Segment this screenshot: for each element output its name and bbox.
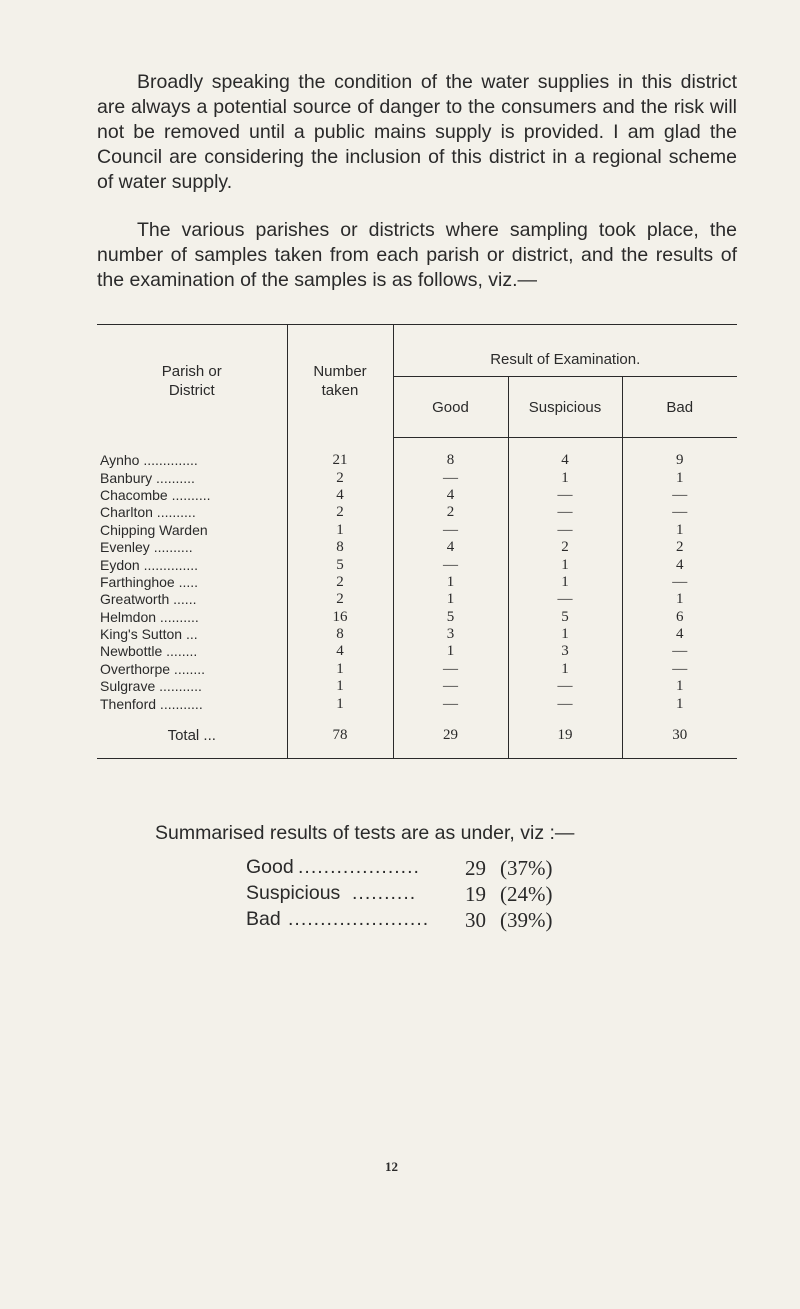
cell-good: 1 [393,574,508,591]
cell-good: 4 [393,539,508,556]
cell-suspicious: — [508,591,622,608]
table-row [97,539,737,556]
cell-parish: Aynho .............. [100,451,198,468]
table-row [97,487,737,504]
cell-good: — [393,522,508,539]
cell-suspicious: — [508,504,622,521]
cell-parish: Banbury .......... [100,469,195,486]
cell-bad: 9 [622,438,737,470]
table-row [97,591,737,608]
cell-suspicious: 1 [508,469,622,486]
table-row [97,695,737,712]
cell-parish: Sulgrave ........... [100,678,202,695]
water-samples-table [97,324,737,759]
cell-number: 1 [287,522,393,539]
cell-bad: 1 [622,522,737,539]
summary-percent: (37%) [500,856,553,880]
cell-number: 2 [287,574,393,591]
header-suspicious: Suspicious [508,377,622,438]
cell-suspicious: 5 [508,609,622,626]
cell-parish: Greatworth ...... [100,591,197,608]
cell-good: — [393,661,508,678]
summary-percent: (24%) [500,882,553,906]
cell-number: 2 [287,469,393,486]
cell-suspicious: 3 [508,643,622,660]
cell-suspicious: 4 [508,438,622,470]
cell-parish: Charlton .......... [100,504,196,521]
cell-number: 16 [287,609,393,626]
cell-number: 4 [287,487,393,504]
cell-parish: Evenley .......... [100,539,193,556]
cell-number: 2 [287,591,393,608]
cell-suspicious: 1 [508,574,622,591]
cell-parish: Chacombe .......... [100,486,211,503]
summary-label: Suspicious [246,882,341,904]
summary-value: 30 [465,908,486,932]
cell-bad: 1 [622,469,737,486]
cell-bad: — [622,643,737,660]
summary-heading: Summarised results of tests are as under, viz :— [155,822,575,844]
total-good: 29 [393,713,508,759]
cell-parish: Farthinghoe ..... [100,573,199,590]
cell-good: 1 [393,643,508,660]
cell-number: 5 [287,556,393,573]
summary-value: 29 [465,856,486,880]
cell-parish: Overthorpe ........ [100,660,206,677]
cell-bad: 1 [622,591,737,608]
cell-bad: 4 [622,626,737,643]
header-good: Good [393,377,508,438]
cell-suspicious: — [508,522,622,539]
summary-leader: ...................... [288,908,430,930]
table-row [97,609,737,626]
header-bad: Bad [622,377,737,438]
cell-good: 2 [393,504,508,521]
cell-good: 5 [393,609,508,626]
cell-bad: 2 [622,539,737,556]
total-label: Total ... [167,727,216,745]
cell-number: 8 [287,539,393,556]
cell-number: 4 [287,643,393,660]
total-suspicious: 19 [508,713,622,759]
intro-paragraph: Broadly speaking the condition of the water supplies in this district are always a potential source of danger to the consumers and the risk will not be removed until a public mains supply is provided. I am glad the Council are considering the inclusion of this district in a regional scheme of water supply. [97,71,737,193]
cell-good: — [393,695,508,712]
cell-bad: 1 [622,695,737,712]
cell-bad: 6 [622,609,737,626]
page-number: 12 [385,1159,398,1174]
table-row [97,643,737,660]
cell-suspicious: — [508,695,622,712]
cell-good: — [393,678,508,695]
table-row [97,574,737,591]
cell-suspicious: 1 [508,661,622,678]
sampling-paragraph: The various parishes or districts where sampling took place, the number of samples taken from each parish or district, and the results of the examination of the samples is as follows, viz.— [97,219,737,291]
cell-bad: — [622,574,737,591]
cell-number: 8 [287,626,393,643]
cell-good: 8 [393,438,508,470]
summary-label: Good [246,856,294,878]
cell-good: — [393,469,508,486]
cell-bad: — [622,661,737,678]
cell-number: 21 [287,438,393,470]
cell-suspicious: — [508,487,622,504]
header-parish: Parish or District [161,363,222,400]
table-row [97,469,737,486]
cell-parish: Helmdon .......... [100,608,199,625]
total-number: 78 [287,713,393,759]
cell-suspicious: 2 [508,539,622,556]
summary-percent: (39%) [500,908,553,932]
cell-good: 3 [393,626,508,643]
cell-number: 2 [287,504,393,521]
total-row [97,713,737,759]
cell-number: 1 [287,695,393,712]
cell-suspicious: — [508,678,622,695]
cell-good: — [393,556,508,573]
cell-number: 1 [287,678,393,695]
table-row [97,438,737,470]
cell-suspicious: 1 [508,626,622,643]
cell-bad: 1 [622,678,737,695]
cell-parish: Eydon .............. [100,556,199,573]
cell-number: 1 [287,661,393,678]
summary-leader: ................... [298,856,420,878]
cell-bad: — [622,487,737,504]
cell-suspicious: 1 [508,556,622,573]
table-row [97,522,737,539]
cell-parish: Newbottle ........ [100,643,198,660]
cell-good: 1 [393,591,508,608]
summary-leader: .......... [352,882,417,904]
cell-bad: — [622,504,737,521]
summary-value: 19 [465,882,486,906]
table-row [97,504,737,521]
cell-parish: King's Sutton ... [100,626,198,643]
total-bad: 30 [622,713,737,759]
table-row [97,626,737,643]
table-row [97,678,737,695]
summary-label: Bad [246,908,281,930]
cell-bad: 4 [622,556,737,573]
cell-parish: Chipping Warden [100,521,208,538]
header-number: Number taken [287,325,393,438]
table-row [97,556,737,573]
cell-parish: Thenford ........... [100,695,203,712]
cell-good: 4 [393,487,508,504]
table-row [97,661,737,678]
header-result: Result of Examination. [393,325,737,377]
